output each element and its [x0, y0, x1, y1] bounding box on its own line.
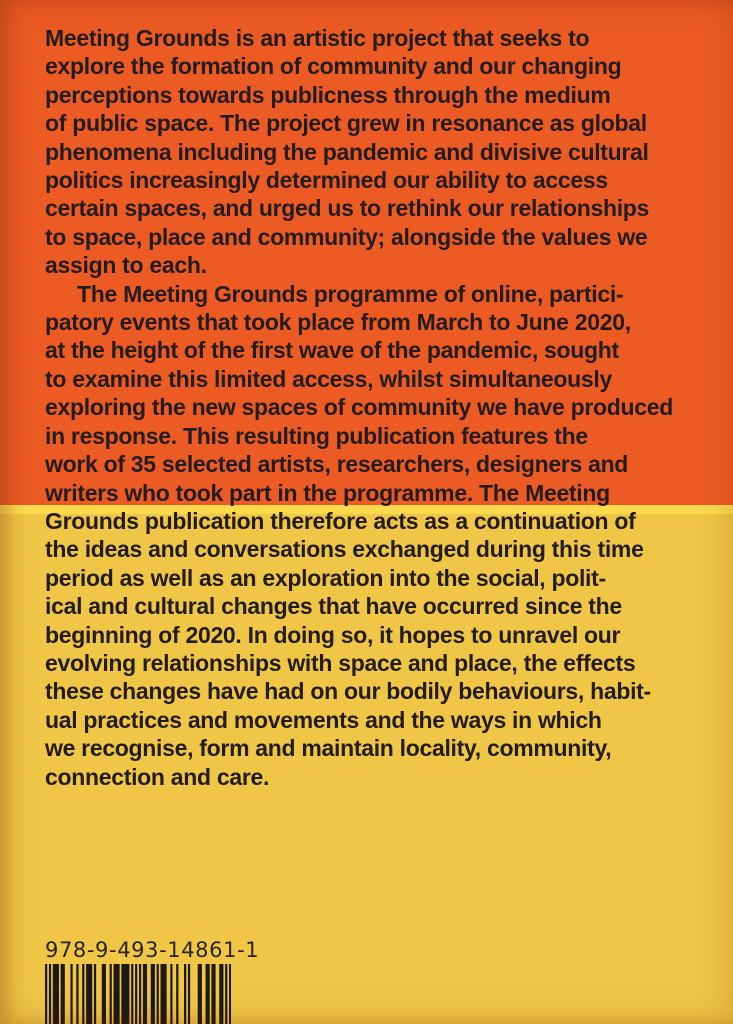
text-line: we recognise, form and maintain locality, community,	[45, 735, 612, 762]
text-line: beginning of 2020. In doing so, it hopes to unravel our	[45, 621, 621, 648]
text-line: these changes have had on our bodily behaviours, habit-	[45, 678, 651, 705]
text-line: politics increasingly determined our ability to access	[45, 167, 608, 194]
blurb-text-block	[45, 24, 700, 791]
text-line: of public space. The project grew in resonance as global	[45, 110, 647, 137]
text-line: work of 35 selected artists, researchers, designers and	[45, 451, 629, 478]
ean13-barcode-icon	[45, 964, 231, 1024]
blurb-paragraph-2	[45, 280, 700, 791]
text-line: ual practices and movements and the ways in which	[45, 706, 602, 733]
text-line: connection and care.	[45, 763, 270, 790]
text-line: Grounds publication therefore acts as a continuation of	[45, 507, 636, 534]
text-line: The Meeting Grounds programme of online, partici-	[77, 280, 624, 307]
text-line: certain spaces, and urged us to rethink our relationships	[45, 195, 650, 222]
text-line: in response. This resulting publication features the	[45, 422, 588, 449]
text-line: phenomena including the pandemic and divisive cultural	[45, 138, 649, 165]
text-line: patory events that took place from March to June 2020,	[45, 309, 631, 336]
text-line: exploring the new spaces of community we have produced	[45, 394, 673, 421]
text-line: evolving relationships with space and place, the effects	[45, 649, 636, 676]
blurb-paragraph-1	[45, 24, 700, 280]
text-line: at the height of the first wave of the pandemic, sought	[45, 337, 619, 364]
text-line: the ideas and conversations exchanged during this time	[45, 536, 644, 563]
isbn-number: 978-9-493-14861-1	[45, 938, 260, 962]
text-line: explore the formation of community and our changing	[45, 53, 622, 80]
text-line: ical and cultural changes that have occurred since the	[45, 593, 622, 620]
text-line: to examine this limited access, whilst simultaneously	[45, 365, 612, 392]
text-line: Meeting Grounds is an artistic project that seeks to	[45, 25, 590, 51]
text-line: perceptions towards publicness through the medium	[45, 81, 611, 108]
text-line: assign to each.	[45, 252, 207, 279]
text-line: writers who took part in the programme. The Meeting	[45, 479, 610, 506]
text-line: to space, place and community; alongside the values we	[45, 223, 648, 250]
text-line: period as well as an exploration into the social, polit-	[45, 564, 606, 591]
